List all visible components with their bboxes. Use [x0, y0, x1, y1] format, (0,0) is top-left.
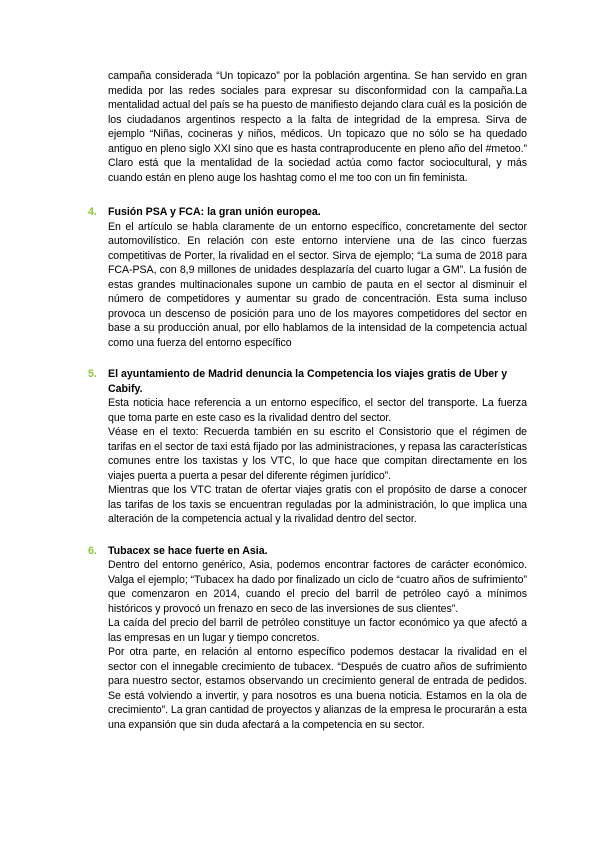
section-title: El ayuntamiento de Madrid denuncia la Competencia los viajes gratis de Uber y Cabify. [108, 368, 508, 395]
section-paragraph: Dentro del entorno genérico, Asia, podemos encontrar factores de carácter económico. Valga el ejemplo; “Tubacex ha dado por finalizado un ciclo de “cuatro años de sufrimiento” que comenzaron en 2014, cuando el precio del barril de petróleo cayó a mínimos históricos y provocó un frenazo en seco de las inversiones de sus clientes”. [108, 559, 527, 615]
section-4 [88, 205, 527, 350]
section-paragraph: Mientras que los VTC tratan de ofertar viajes gratis con el propósito de darse a conocer las tarifas de los taxis se encuentran reguladas por la administración, lo que implica una alteración de la competencia actual y la rivalidad dentro del sector. [108, 484, 527, 525]
document-body [88, 69, 527, 732]
intro-paragraph: campaña considerada “Un topicazo” por la población argentina. Se han servido en gran medida por las redes sociales para expresar su disconformidad con la campaña.La mentalidad actual del país se ha puesto de manifiesto dejando clara cuál es la posición de los ciudadanos argentinos respecto a la falta de integridad de la empresa. Sirva de ejemplo “Niñas, cocineras y niños, médicos. Un topicazo que no sólo se ha quedado antiguo en pleno siglo XXI sino que es hasta contraproducente en pleno año del #metoo.” Claro está que la mentalidad de la sociedad actúa como factor sociocultural, y más cuando están en pleno auge los hashtag como el me too con un fin feminista. [108, 70, 527, 184]
section-5 [88, 367, 527, 527]
section-paragraph: Véase en el texto: Recuerda también en su escrito el Consistorio que el régimen de tarifas en el sector de taxi está fijado por las administraciones, y repasa las características comunes entre los taxistas y los VTC, lo que hace que compitan directamente en los viajes puerta a puerta a pesar del diferente régimen jurídico”. [108, 426, 527, 482]
section-number: 6. [88, 544, 97, 557]
section-6 [88, 544, 527, 733]
section-paragraph: Por otra parte, en relación al entorno específico podemos destacar la rivalidad en el sector con el innegable crecimiento de tubacex. “Después de cuatro años de sufrimiento para nuestro sector, estamos observando un crecimiento general de entrada de pedidos. Se está volviendo a invertir, y para nosotros es una buena noticia. Estamos en la ola de crecimiento”. La gran cantidad de proyectos y alianzas de la empresa le procurarán a esta una expansión que sin duda afectará a la competencia en su sector. [108, 646, 527, 731]
section-paragraph: En el artículo se habla claramente de un entorno específico, concretamente del sector automovilístico. En relación con este entorno interviene una de las cinco fuerzas competitivas de Porter, la rivalidad en el sector. Sirva de ejemplo; “La suma de 2018 para FCA-PSA, con 8,9 millones de unidades desplazaría del cuarto lugar a GM”. La fusión de estas grandes multinacionales supone un cambio de pauta en el sector al disminuir el número de competidores y aumentar su grado de concentración. Esta suma incluso provoca un descenso de posición para uno de los mayores competidores del sector en base a su producción anual, por ello hablamos de la intensidad de la competencia actual como una fuerza del entorno específico [108, 220, 527, 349]
section-paragraph: La caída del precio del barril de petróleo constituye un factor económico ya que afectó a las empresas en un lugar y tiempo concretos. [108, 617, 527, 644]
section-number: 4. [88, 206, 97, 218]
section-title: Tubacex se hace fuerte en Asia. [108, 544, 268, 557]
section-paragraph: Esta noticia hace referencia a un entorno específico, el sector del transporte. La fuerza que toma parte en este caso es la rivalidad dentro del sector. [108, 397, 527, 424]
section-number: 5. [88, 368, 97, 380]
section-title: Fusión PSA y FCA: la gran unión europea. [108, 206, 321, 218]
